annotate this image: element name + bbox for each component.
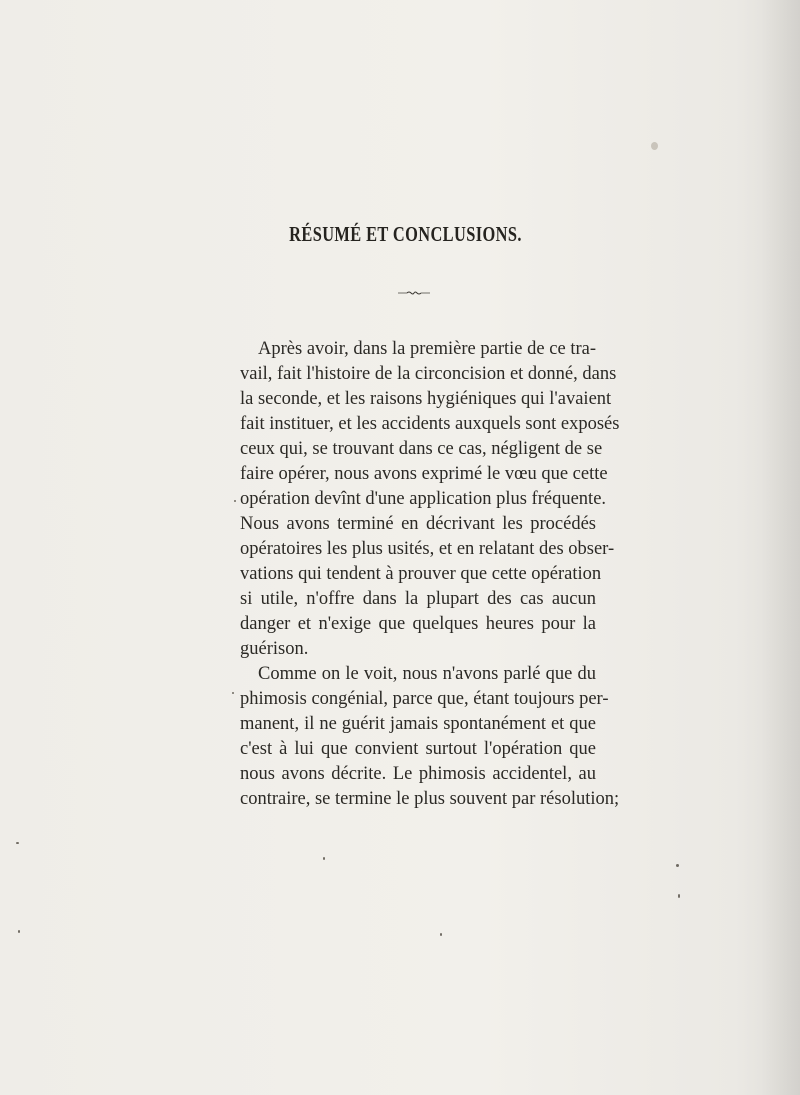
text-line: contraire, se termine le plus souvent par résolution; bbox=[240, 789, 620, 809]
text-line: phimosis congénial, parce que, étant toujours per- bbox=[240, 689, 609, 709]
text-line: faire opérer, nous avons exprimé le vœu que cette bbox=[240, 464, 608, 484]
paper-speck bbox=[651, 142, 658, 150]
ornament-divider bbox=[398, 290, 430, 296]
paper-speck bbox=[676, 864, 679, 867]
text-line: vail, fait l'histoire de la circoncision et donné, dans bbox=[240, 364, 617, 384]
text-line: opératoires les plus usités, et en relatant des obser- bbox=[240, 539, 615, 559]
text-line: la seconde, et les raisons hygiéniques qui l'avaient bbox=[240, 389, 612, 409]
text-line: opération devînt d'une application plus fréquente. bbox=[240, 489, 607, 509]
paper-speck bbox=[18, 930, 20, 933]
text-line: nous avons décrite. Le phimosis accidentel, au bbox=[240, 764, 596, 784]
text-line: si utile, n'offre dans la plupart des cas aucun bbox=[240, 589, 596, 609]
paper-speck bbox=[323, 857, 325, 860]
text-line: guérison. bbox=[240, 639, 309, 659]
text-line: danger et n'exige que quelques heures pour la bbox=[240, 614, 596, 634]
text-line: fait instituer, et les accidents auxquels sont exposés bbox=[240, 414, 620, 434]
text-line: Comme on le voit, nous n'avons parlé que du bbox=[258, 664, 596, 684]
paper-speck bbox=[678, 894, 680, 898]
page-edge-shadow bbox=[760, 0, 800, 1095]
text-line: ceux qui, se trouvant dans ce cas, négligent de se bbox=[240, 439, 603, 459]
paper-speck bbox=[440, 933, 442, 936]
body-text bbox=[240, 337, 620, 812]
text-line: manent, il ne guérit jamais spontanément et que bbox=[240, 714, 596, 734]
section-heading: RÉSUMÉ ET CONCLUSIONS. bbox=[289, 222, 522, 246]
paper-speck bbox=[234, 500, 236, 502]
text-line: c'est à lui que convient surtout l'opération que bbox=[240, 739, 596, 759]
paper-speck bbox=[232, 692, 234, 694]
text-line: Après avoir, dans la première partie de ce tra- bbox=[258, 339, 596, 359]
text-line: vations qui tendent à prouver que cette opération bbox=[240, 564, 602, 584]
paper-speck bbox=[16, 842, 19, 844]
text-line: Nous avons terminé en décrivant les procédés bbox=[240, 514, 596, 534]
